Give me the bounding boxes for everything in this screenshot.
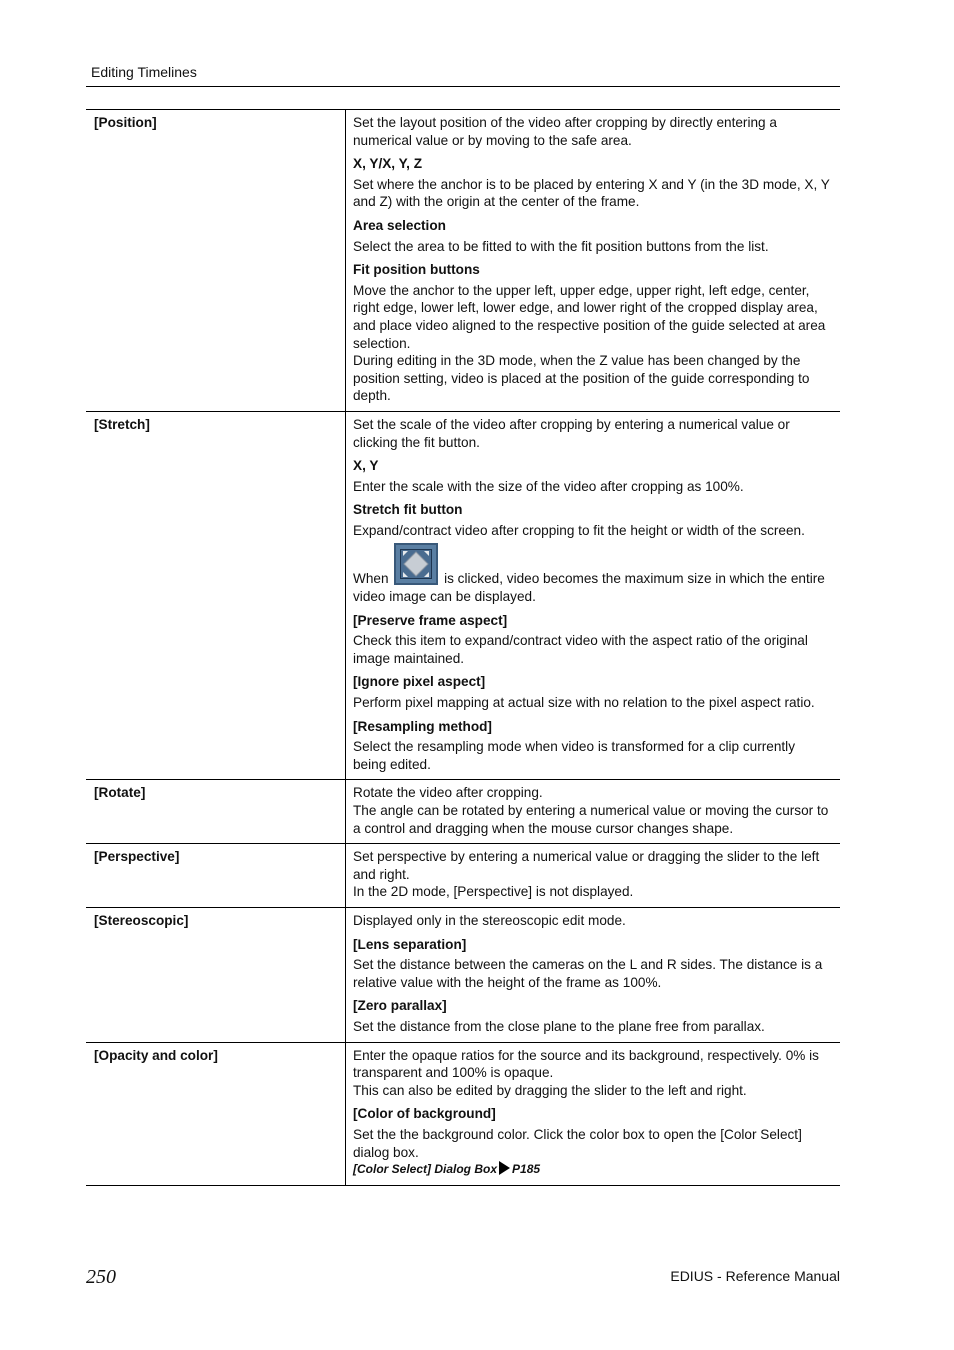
subheading: Area selection — [353, 217, 446, 233]
subheading: [Resampling method] — [353, 718, 492, 734]
xref-arrow-icon — [499, 1161, 510, 1175]
term-cell: [Perspective] — [86, 844, 346, 908]
xref-label: [Color Select] Dialog Box — [353, 1162, 498, 1177]
xref-page: P185 — [512, 1162, 541, 1177]
paragraph: Set the layout position of the video after cropping by directly entering a numerical value or by moving to the safe area. — [353, 115, 777, 148]
subheading: [Zero parallax] — [353, 998, 447, 1014]
description-cell — [346, 110, 841, 412]
table-row-stereoscopic — [86, 907, 840, 1042]
subheading: Fit position buttons — [353, 262, 480, 278]
table-row-stretch — [86, 411, 840, 780]
manual-title: EDIUS - Reference Manual — [670, 1268, 840, 1284]
paragraph: Select the area to be fitted to with the fit position buttons from the list. — [353, 238, 769, 254]
description-cell — [346, 780, 841, 844]
paragraph: Set where the anchor is to be placed by entering X and Y (in the 3D mode, X, Y and Z) with the origin at the center of the frame. — [353, 176, 830, 210]
page-number: 250 — [86, 1266, 116, 1288]
subheading: [Color of background] — [353, 1106, 496, 1122]
running-header: Editing Timelines — [91, 64, 197, 80]
paragraph: Select the resampling mode when video is transformed for a clip currently being edited. — [353, 739, 796, 772]
subheading: Stretch fit button — [353, 502, 463, 518]
paragraph: Set the the background color. Click the color box to open the [Color Select] dialog box. — [353, 1126, 802, 1160]
stretch-fit-note — [353, 543, 832, 605]
stretch-fit-button-icon — [394, 543, 438, 585]
paragraph: Set the scale of the video after cropping by entering a numerical value or clicking the fit button. — [353, 416, 790, 450]
header-rule — [86, 86, 840, 87]
paragraph: Set the distance between the cameras on the L and R sides. The distance is a relative value with the height of the frame as 100%. — [353, 957, 823, 990]
subheading: X, Y/X, Y, Z — [353, 156, 423, 172]
paragraph: Displayed only in the stereoscopic edit mode. — [353, 912, 626, 928]
term-cell: [Stretch] — [86, 411, 346, 780]
settings-table — [86, 109, 840, 1186]
term-cell: [Opacity and color] — [86, 1042, 346, 1185]
paragraph: Enter the opaque ratios for the source and its background, respectively. 0% is transparent and 100% is opaque. — [353, 1047, 819, 1081]
paragraph: This can also be edited by dragging the slider to the left and right. — [353, 1082, 747, 1098]
paragraph: Expand/contract video after cropping to fit the height or width of the screen. — [353, 522, 805, 538]
table-row-rotate — [86, 780, 840, 844]
description-cell — [346, 907, 841, 1042]
subheading: X, Y — [353, 458, 379, 474]
paragraph: Perform pixel mapping at actual size with no relation to the pixel aspect ratio. — [353, 695, 815, 711]
fit-diamond-icon — [402, 550, 430, 578]
subheading: [Preserve frame aspect] — [353, 612, 508, 628]
paragraph: Enter the scale with the size of the video after cropping as 100%. — [353, 478, 744, 494]
paragraph: Check this item to expand/contract video with the aspect ratio of the original image maintained. — [353, 633, 808, 666]
table-row-perspective — [86, 844, 840, 908]
paragraph: Move the anchor to the upper left, upper edge, upper right, left edge, center, right edge, lower left, lower edge, and lower right of the cropped display area, and place video aligned to the respective position of the guide selected at area selection. — [353, 282, 826, 351]
subheading: [Lens separation] — [353, 936, 467, 952]
term-cell: [Position] — [86, 110, 346, 412]
cross-reference-link[interactable] — [353, 1161, 832, 1179]
paragraph: In the 2D mode, [Perspective] is not displayed. — [353, 884, 634, 900]
subheading: [Ignore pixel aspect] — [353, 674, 486, 690]
description-cell — [346, 1042, 841, 1185]
description-cell — [346, 411, 841, 780]
paragraph: During editing in the 3D mode, when the Z value has been changed by the position setting, video is placed at the position of the guide corresponding to depth. — [353, 353, 810, 404]
table-row-opacity-and-color — [86, 1042, 840, 1185]
paragraph: The angle can be rotated by entering a numerical value or moving the cursor to a control and dragging when the mouse cursor changes shape. — [353, 803, 829, 836]
paragraph: Rotate the video after cropping. — [353, 785, 543, 801]
table-row-position — [86, 110, 840, 412]
paragraph: Set perspective by entering a numerical value or dragging the slider to the left and right. — [353, 849, 820, 882]
term-cell: [Stereoscopic] — [86, 907, 346, 1042]
paragraph: Set the distance from the close plane to the plane free from parallax. — [353, 1018, 765, 1034]
when-text: When — [353, 571, 389, 587]
when-after-text: is clicked, video becomes the maximum size in which the entire video image can be displayed. — [353, 571, 825, 605]
term-cell: [Rotate] — [86, 780, 346, 844]
description-cell — [346, 844, 841, 908]
